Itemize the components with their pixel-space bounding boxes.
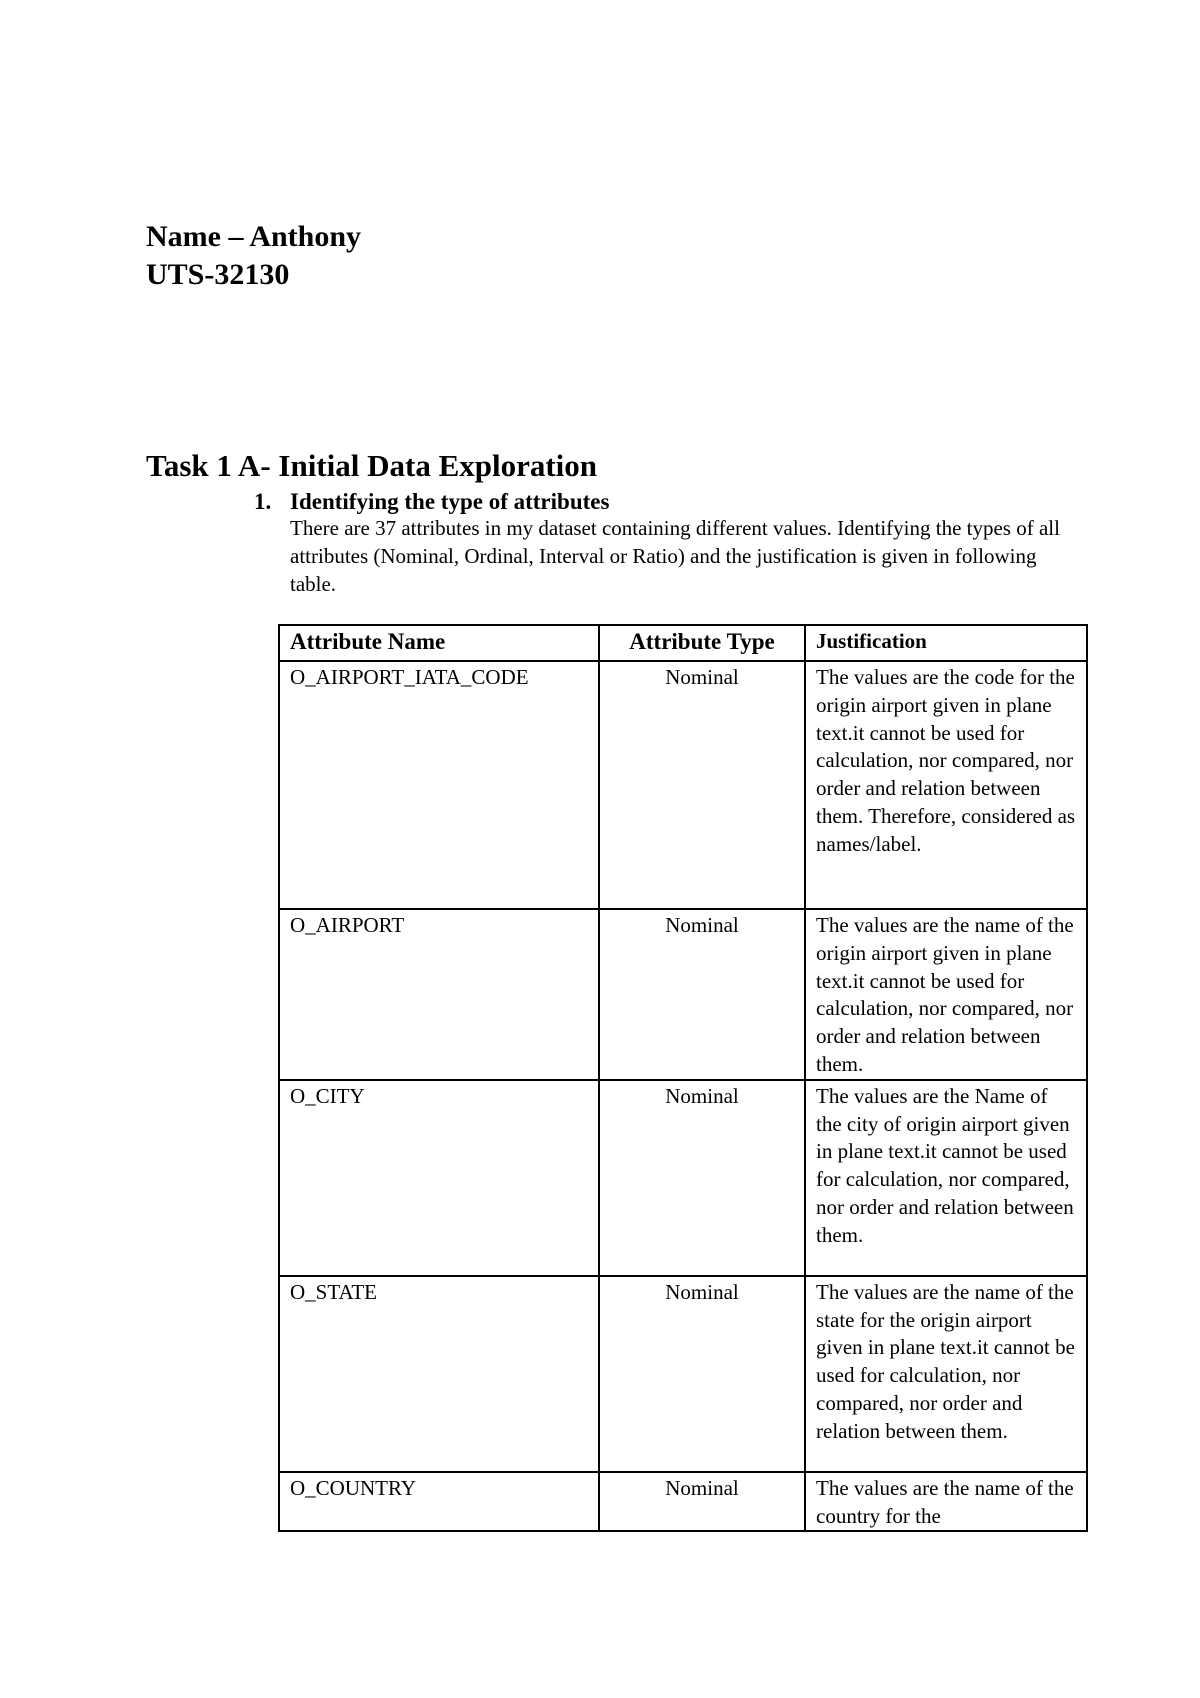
attribute-type-cell: Nominal xyxy=(599,909,805,1080)
attribute-name-cell: O_COUNTRY xyxy=(279,1472,599,1532)
table-row xyxy=(279,1472,1087,1532)
attribute-type-cell: Nominal xyxy=(599,1080,805,1276)
header-attribute-type: Attribute Type xyxy=(599,625,805,661)
attribute-name-cell: O_CITY xyxy=(279,1080,599,1276)
task-heading: Task 1 A- Initial Data Exploration xyxy=(146,448,598,483)
section-number: 1. xyxy=(254,489,272,514)
attribute-name-cell: O_AIRPORT xyxy=(279,909,599,1080)
attribute-type-cell: Nominal xyxy=(599,1276,805,1472)
attribute-table xyxy=(278,624,1088,1532)
student-id: UTS-32130 xyxy=(146,258,290,291)
justification-cell: The values are the name of the country for the xyxy=(805,1472,1087,1532)
justification-cell: The values are the name of the origin airport given in plane text.it cannot be used for calculation, nor compared, nor order and relation between them. xyxy=(805,909,1087,1080)
attribute-type-cell: Nominal xyxy=(599,661,805,909)
justification-cell: The values are the code for the origin airport given in plane text.it cannot be used for calculation, nor compared, nor order and relation between them. Therefore, considered as names/label. xyxy=(805,661,1087,909)
header-justification: Justification xyxy=(805,625,1087,661)
author-name: Name – Anthony xyxy=(146,220,362,253)
header-attribute-name: Attribute Name xyxy=(279,625,599,661)
table-row xyxy=(279,909,1087,1080)
table-header-row xyxy=(279,625,1087,661)
table-row xyxy=(279,1276,1087,1472)
attribute-type-cell: Nominal xyxy=(599,1472,805,1532)
intro-paragraph: There are 37 attributes in my dataset containing different values. Identifying the types of all attributes (Nominal, Ordinal, Interval or Ratio) and the justification is given in following table. xyxy=(290,516,1060,596)
justification-cell: The values are the Name of the city of origin airport given in plane text.it cannot be used for calculation, nor compared, nor order and relation between them. xyxy=(805,1080,1087,1276)
attribute-name-cell: O_AIRPORT_IATA_CODE xyxy=(279,661,599,909)
table-row xyxy=(279,661,1087,909)
justification-cell: The values are the name of the state for the origin airport given in plane text.it cannot be used for calculation, nor compared, nor order and relation between them. xyxy=(805,1276,1087,1472)
section-heading: Identifying the type of attributes xyxy=(290,489,610,514)
attribute-name-cell: O_STATE xyxy=(279,1276,599,1472)
table-row xyxy=(279,1080,1087,1276)
